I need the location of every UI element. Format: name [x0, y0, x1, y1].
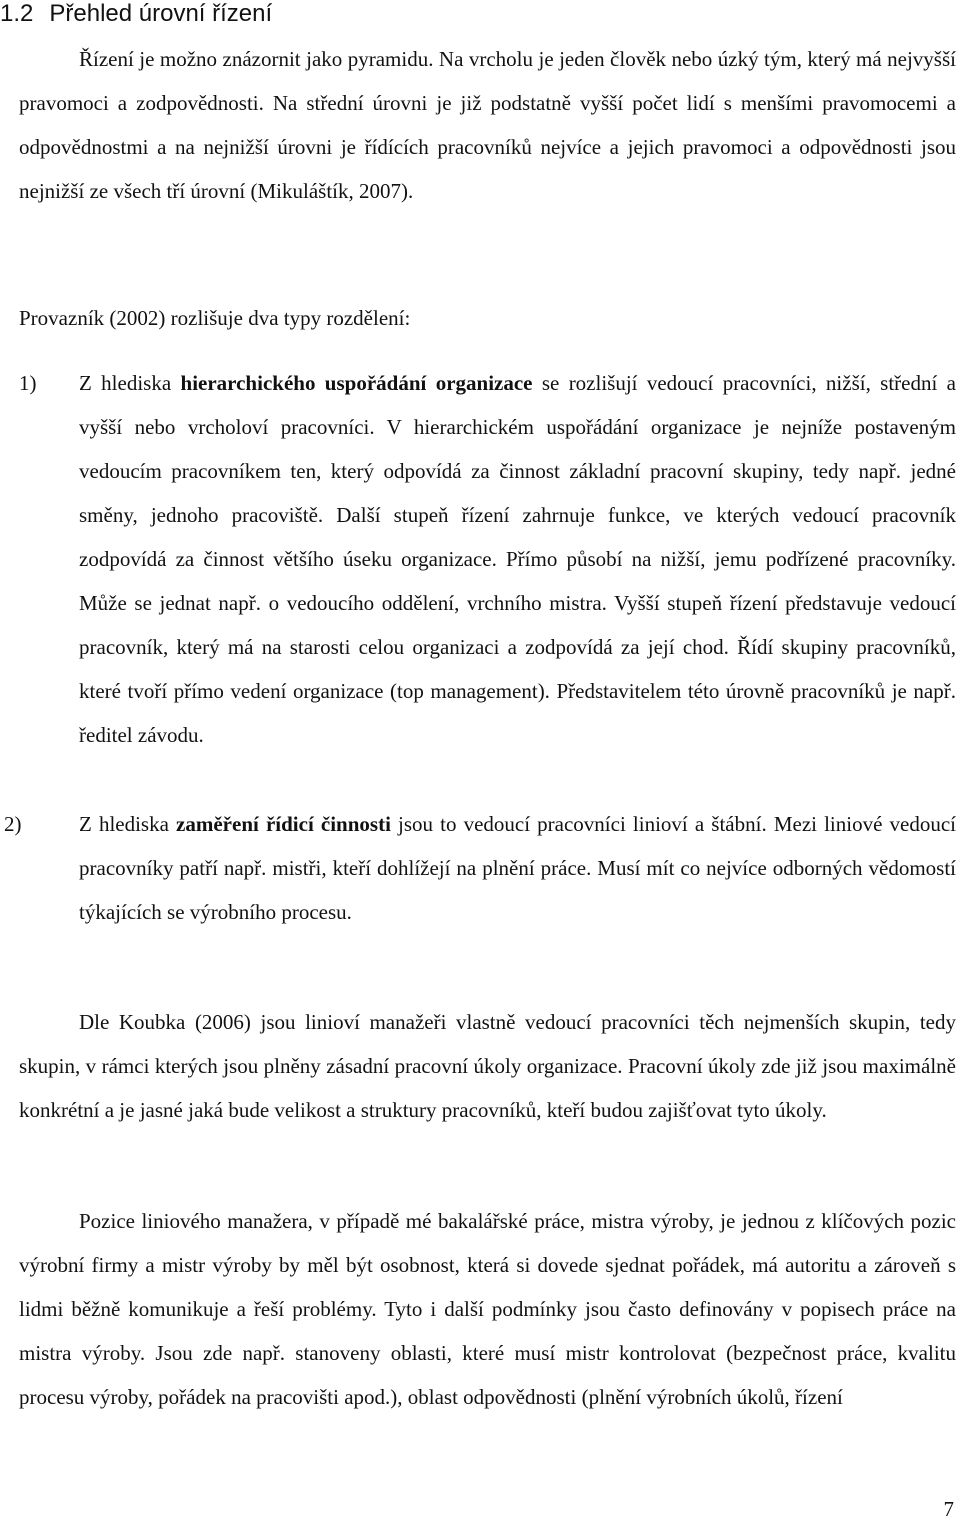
paragraph-pyramid	[19, 37, 956, 213]
section-number: 1.2	[0, 0, 34, 27]
paragraph-provaznik-text: Provazník (2002) rozlišuje dva typy rozdělení:	[19, 306, 411, 330]
page-number: 7	[943, 1497, 954, 1521]
list-item-hierarchy	[79, 361, 956, 757]
paragraph-line-manager-text: Pozice liniového manažera, v případě mé bakalářské práce, mistra výroby, je jednou z klíčových pozic výrobní firmy a mistr výroby by měl být osobnost, která si dovede sjednat pořádek, má autoritu a zároveň s lidmi běžně komunikuje a řeší problémy. Tyto i další podmínky jsou často definovány v popisech práce na mistra výroby. Jsou zde např. stanoveny oblasti, které musí mistr kontrolovat (bezpečnost práce, kvalitu procesu výroby, pořádek na pracovišti apod.), oblast odpovědnosti (plnění výrobních úkolů, řízení	[19, 1209, 956, 1409]
paragraph-koubek	[19, 1000, 956, 1132]
list-item-2-intro: Z hlediska	[79, 812, 177, 836]
paragraph-pyramid-text: Řízení je možno znázornit jako pyramidu. Na vrcholu je jeden člověk nebo úzký tým, který má nejvyšší pravomoci a zodpovědnosti. Na střední úrovni je již podstatně vyšší počet lidí s menšími pravomocemi a odpovědnostmi a na nejnižší úrovni je řídících pracovníků nejvíce a jejich pravomoci a odpovědnosti jsou nejnižší ze všech tří úrovní (Mikuláštík, 2007).	[19, 47, 956, 203]
paragraph-provaznik	[19, 296, 956, 340]
list-marker-1: 1)	[19, 371, 37, 395]
section-title: Přehled úrovní řízení	[49, 0, 273, 27]
paragraph-line-manager	[19, 1199, 956, 1419]
list-item-1-text: se rozlišují vedoucí pracovníci, nižší, střední a vyšší nebo vrcholoví pracovníci. V hierarchickém uspořádání organizace je nejníže postaveným vedoucím pracovníkem ten, který odpovídá za činnost základní pracovní skupiny, tedy např. jedné směny, jednoho pracoviště. Další stupeň řízení zahrnuje funkce, ve kterých vedoucí pracovník zodpovídá za činnost většího úseku organizace. Přímo působí na nižší, jemu podřízené pracovníky. Může se jednat např. o vedoucího oddělení, vrchního mistra. Vyšší stupeň řízení představuje vedoucí pracovník, který má na starosti celou organizaci a zodpovídá za její chod. Řídí skupiny pracovníků, které tvoří přímo vedení organizace (top management). Představitelem této úrovně pracovníků je např. ředitel závodu.	[79, 371, 957, 747]
list-item-focus	[79, 802, 956, 934]
list-item-1-bold: hierarchického uspořádání organizace	[180, 371, 533, 395]
list-item-2-text: jsou to vedoucí pracovníci linioví a štábní. Mezi liniové vedoucí pracovníky patří např. mistři, kteří dohlížejí na plnění práce. Musí mít co nejvíce odborných vědomostí týkajících se výrobního procesu.	[79, 812, 956, 924]
section-heading	[0, 0, 272, 28]
list-item-1-intro: Z hlediska	[79, 371, 181, 395]
list-item-2-bold: zaměření řídicí činnosti	[176, 812, 391, 836]
paragraph-koubek-text: Dle Koubka (2006) jsou linioví manažeři vlastně vedoucí pracovníci těch nejmenších skupin, tedy skupin, v rámci kterých jsou plněny zásadní pracovní úkoly organizace. Pracovní úkoly zde již jsou maximálně konkrétní a je jasné jaká bude velikost a struktury pracovníků, kteří budou zajišťovat tyto úkoly.	[19, 1010, 956, 1122]
list-marker-2: 2)	[4, 812, 22, 836]
